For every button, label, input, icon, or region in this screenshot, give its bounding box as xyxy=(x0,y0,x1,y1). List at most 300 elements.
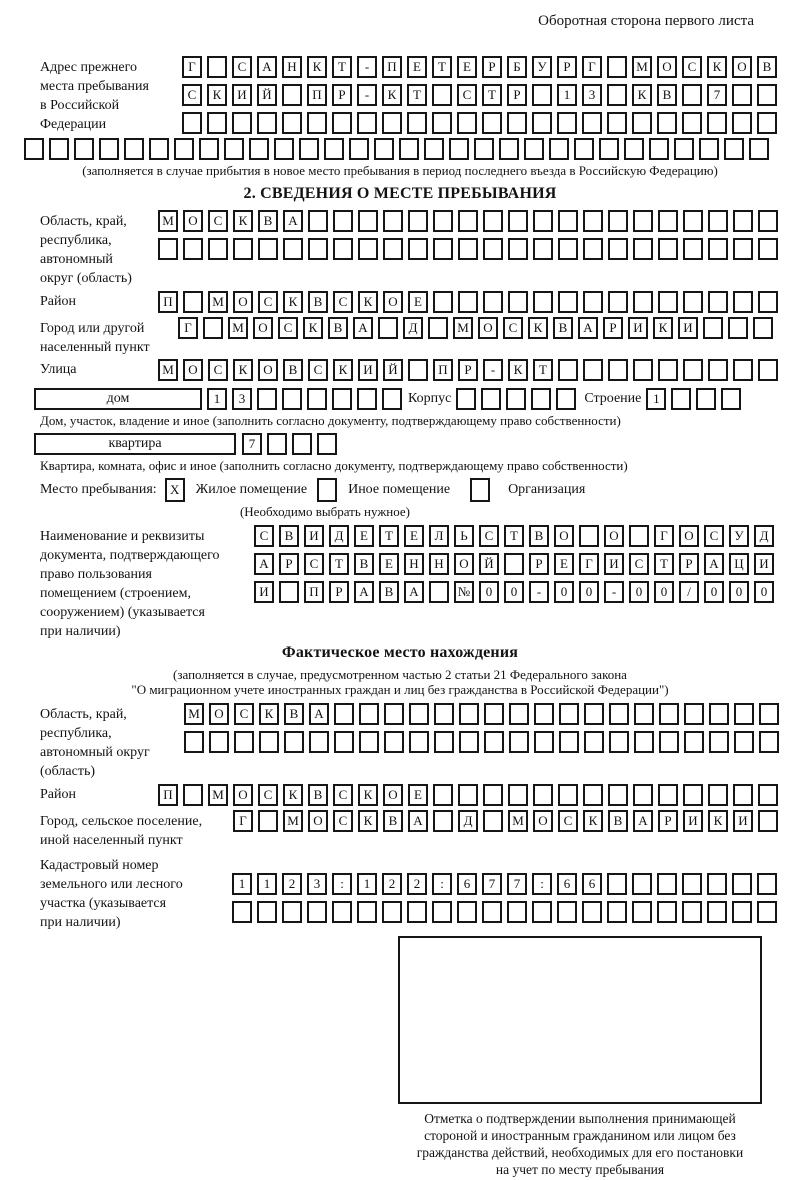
char-cell: Д xyxy=(754,525,774,547)
char-cell: Т xyxy=(432,56,452,78)
char-cell xyxy=(49,138,69,160)
char-cell: И xyxy=(733,810,753,832)
char-cell xyxy=(659,703,679,725)
char-cell: 6 xyxy=(457,873,477,895)
char-cell xyxy=(534,703,554,725)
char-cell xyxy=(696,388,716,410)
prev-address-row-1 xyxy=(182,56,777,78)
char-cell xyxy=(433,238,453,260)
char-cell: К xyxy=(508,359,528,381)
char-cell xyxy=(683,784,703,806)
char-cell: И xyxy=(254,581,274,603)
label-line: право пользования xyxy=(40,567,152,582)
char-cell xyxy=(458,210,478,232)
city-label xyxy=(40,317,178,357)
label-line: стороной и иностранным гражданином или лицом без xyxy=(424,1128,736,1143)
label-line: Наименование и реквизиты xyxy=(40,529,205,544)
char-cell: - xyxy=(604,581,624,603)
char-cell: Т xyxy=(332,56,352,78)
char-cell: И xyxy=(232,84,252,106)
char-cell xyxy=(658,238,678,260)
label-line: в Российской xyxy=(40,98,120,113)
char-cell xyxy=(607,84,627,106)
char-cell xyxy=(708,210,728,232)
char-cell: 1 xyxy=(646,388,666,410)
char-cell: 1 xyxy=(257,873,277,895)
char-cell xyxy=(332,112,352,134)
char-cell: В xyxy=(383,810,403,832)
char-cell: - xyxy=(483,359,503,381)
char-cell xyxy=(671,388,691,410)
char-cell: В xyxy=(279,525,299,547)
char-cell xyxy=(359,703,379,725)
street-field xyxy=(40,359,800,381)
residential-option-label: Жилое помещение xyxy=(195,482,308,497)
prev-address-row-4 xyxy=(24,138,800,160)
char-cell: П xyxy=(433,359,453,381)
char-cell xyxy=(707,873,727,895)
char-cell xyxy=(531,388,551,410)
char-cell: 7 xyxy=(482,873,502,895)
char-cell xyxy=(284,731,304,753)
char-cell xyxy=(649,138,669,160)
label-line: Адрес прежнего xyxy=(40,60,137,75)
label-line: Город или другой xyxy=(40,321,145,336)
char-cell: И xyxy=(604,553,624,575)
char-cell: № xyxy=(454,581,474,603)
char-cell: С xyxy=(254,525,274,547)
char-cell xyxy=(174,138,194,160)
label-line: помещением (строением, xyxy=(40,586,191,601)
label-line: республика, xyxy=(40,726,112,741)
char-cell: О xyxy=(383,291,403,313)
char-cell xyxy=(382,388,402,410)
char-cell xyxy=(633,238,653,260)
char-cell xyxy=(607,112,627,134)
char-cell: О xyxy=(183,359,203,381)
prev-address-rows xyxy=(182,56,777,134)
char-cell: С xyxy=(558,810,578,832)
char-cell xyxy=(482,901,502,923)
char-cell: С xyxy=(258,291,278,313)
char-cell: Г xyxy=(182,56,202,78)
section2-title: 2. СВЕДЕНИЯ О МЕСТЕ ПРЕБЫВАНИЯ xyxy=(243,185,557,202)
char-cell xyxy=(292,433,312,455)
char-cell xyxy=(708,238,728,260)
char-cell: В xyxy=(529,525,549,547)
char-cell: 2 xyxy=(382,873,402,895)
char-cell xyxy=(282,112,302,134)
house-number-cells xyxy=(207,388,402,410)
label-line: сооружением) (указывается xyxy=(40,605,205,620)
char-cell xyxy=(759,703,779,725)
char-cell: П xyxy=(158,291,178,313)
actual-city-row xyxy=(233,810,778,832)
char-cell: Д xyxy=(403,317,423,339)
char-cell xyxy=(184,731,204,753)
char-cell: О xyxy=(732,56,752,78)
char-cell xyxy=(582,112,602,134)
char-cell: В xyxy=(354,553,374,575)
char-cell xyxy=(733,291,753,313)
char-cell: В xyxy=(553,317,573,339)
char-cell xyxy=(758,210,778,232)
label-line: при наличии) xyxy=(40,624,121,639)
char-cell: П xyxy=(304,581,324,603)
char-cell: О xyxy=(183,210,203,232)
char-cell xyxy=(534,731,554,753)
char-cell xyxy=(753,317,773,339)
char-cell xyxy=(203,317,223,339)
char-cell: О xyxy=(604,525,624,547)
char-cell xyxy=(734,731,754,753)
char-cell: Р xyxy=(557,56,577,78)
char-cell xyxy=(533,210,553,232)
char-cell xyxy=(707,901,727,923)
char-cell: Р xyxy=(529,553,549,575)
char-cell xyxy=(457,112,477,134)
char-cell: И xyxy=(754,553,774,575)
char-cell xyxy=(758,784,778,806)
char-cell xyxy=(632,873,652,895)
char-cell xyxy=(484,703,504,725)
char-cell xyxy=(508,238,528,260)
label-line: округ (область) xyxy=(40,271,132,286)
char-cell xyxy=(382,901,402,923)
district-row xyxy=(158,291,778,313)
char-cell xyxy=(124,138,144,160)
char-cell xyxy=(533,238,553,260)
char-cell xyxy=(208,238,228,260)
char-cell: Р xyxy=(603,317,623,339)
backside-note: Оборотная сторона первого листа xyxy=(538,13,754,29)
char-cell xyxy=(308,238,328,260)
char-cell: В xyxy=(284,703,304,725)
char-cell xyxy=(658,359,678,381)
char-cell xyxy=(458,784,478,806)
char-cell xyxy=(332,901,352,923)
char-cell: - xyxy=(357,56,377,78)
char-cell xyxy=(308,210,328,232)
char-cell: М xyxy=(632,56,652,78)
char-cell xyxy=(682,112,702,134)
stroenie-label: Строение xyxy=(584,391,642,406)
char-cell xyxy=(607,56,627,78)
char-cell: В xyxy=(757,56,777,78)
char-cell: 3 xyxy=(582,84,602,106)
korpus-label: Корпус xyxy=(408,391,452,406)
char-cell: : xyxy=(332,873,352,895)
char-cell: А xyxy=(633,810,653,832)
district-label: Район xyxy=(40,294,76,309)
char-cell xyxy=(481,388,501,410)
char-cell: К xyxy=(283,291,303,313)
char-cell xyxy=(507,112,527,134)
char-cell xyxy=(432,84,452,106)
label-line: на учет по месту пребывания xyxy=(495,1162,665,1177)
organization-checkbox xyxy=(470,478,490,502)
char-cell xyxy=(584,731,604,753)
char-cell xyxy=(633,291,653,313)
char-cell xyxy=(333,210,353,232)
char-cell: К xyxy=(707,56,727,78)
char-cell xyxy=(732,901,752,923)
city-row xyxy=(178,317,773,339)
char-cell xyxy=(274,138,294,160)
char-cell: Т xyxy=(379,525,399,547)
char-cell: 0 xyxy=(554,581,574,603)
actual-city-field xyxy=(40,810,800,850)
char-cell: В xyxy=(328,317,348,339)
char-cell xyxy=(682,901,702,923)
char-cell: П xyxy=(307,84,327,106)
char-cell: М xyxy=(158,359,178,381)
char-cell: О xyxy=(478,317,498,339)
char-cell xyxy=(507,901,527,923)
char-cell xyxy=(299,138,319,160)
char-cell: 2 xyxy=(282,873,302,895)
char-cell: К xyxy=(632,84,652,106)
char-cell xyxy=(682,84,702,106)
char-cell: К xyxy=(259,703,279,725)
char-cell: Р xyxy=(482,56,502,78)
char-cell: Т xyxy=(504,525,524,547)
char-cell xyxy=(733,210,753,232)
char-cell xyxy=(733,238,753,260)
char-cell: К xyxy=(358,784,378,806)
char-cell xyxy=(233,238,253,260)
char-cell xyxy=(232,112,252,134)
char-cell: М xyxy=(283,810,303,832)
char-cell: О xyxy=(233,784,253,806)
char-cell xyxy=(683,359,703,381)
char-cell xyxy=(508,291,528,313)
char-cell xyxy=(408,210,428,232)
char-cell xyxy=(508,210,528,232)
char-cell xyxy=(657,901,677,923)
char-cell: К xyxy=(333,359,353,381)
ownership-document-rows xyxy=(254,525,774,603)
label-line: автономный xyxy=(40,252,113,267)
char-cell xyxy=(334,703,354,725)
char-cell: И xyxy=(358,359,378,381)
apartment-caption: Квартира, комната, офис и иное (заполнить согласно документу, подтверждающему право собственности) xyxy=(40,458,628,473)
char-cell: Е xyxy=(457,56,477,78)
confirmation-caption xyxy=(390,1110,770,1178)
char-cell: И xyxy=(628,317,648,339)
label-line: земельного или лесного xyxy=(40,877,183,892)
label-line: иной населенный пункт xyxy=(40,833,183,848)
char-cell: К xyxy=(207,84,227,106)
char-cell xyxy=(607,901,627,923)
char-cell xyxy=(508,784,528,806)
char-cell: Д xyxy=(458,810,478,832)
char-cell: А xyxy=(309,703,329,725)
char-cell: А xyxy=(404,581,424,603)
char-cell xyxy=(758,810,778,832)
char-cell xyxy=(557,112,577,134)
char-cell: С xyxy=(258,784,278,806)
char-cell xyxy=(358,238,378,260)
char-cell xyxy=(317,433,337,455)
char-cell xyxy=(24,138,44,160)
char-cell: А xyxy=(283,210,303,232)
char-cell xyxy=(183,784,203,806)
label-line: места пребывания xyxy=(40,79,149,94)
char-cell: О xyxy=(533,810,553,832)
char-cell xyxy=(432,901,452,923)
actual-district-field xyxy=(40,784,800,806)
street-row xyxy=(158,359,778,381)
char-cell xyxy=(757,84,777,106)
char-cell xyxy=(432,112,452,134)
char-cell: Й xyxy=(383,359,403,381)
cadastral-field xyxy=(40,854,800,932)
char-cell xyxy=(708,291,728,313)
label-line: участка (указывается xyxy=(40,896,167,911)
char-cell: / xyxy=(679,581,699,603)
char-cell xyxy=(658,210,678,232)
char-cell xyxy=(407,112,427,134)
char-cell: А xyxy=(704,553,724,575)
char-cell xyxy=(258,238,278,260)
char-cell xyxy=(99,138,119,160)
char-cell: Р xyxy=(658,810,678,832)
char-cell xyxy=(599,138,619,160)
char-cell xyxy=(499,138,519,160)
label-line: Федерации xyxy=(40,117,107,132)
prev-address-row-2 xyxy=(182,84,777,106)
char-cell: С xyxy=(232,56,252,78)
char-cell: Ь xyxy=(454,525,474,547)
char-cell: Е xyxy=(408,784,428,806)
char-cell xyxy=(483,784,503,806)
char-cell xyxy=(608,210,628,232)
char-cell: С xyxy=(278,317,298,339)
char-cell xyxy=(429,581,449,603)
char-cell: Т xyxy=(482,84,502,106)
char-cell xyxy=(674,138,694,160)
char-cell: С xyxy=(333,810,353,832)
actual-region-field xyxy=(40,703,800,781)
char-cell: Р xyxy=(279,553,299,575)
char-cell: О xyxy=(209,703,229,725)
char-cell xyxy=(633,359,653,381)
char-cell xyxy=(574,138,594,160)
char-cell: Т xyxy=(407,84,427,106)
prev-address-row-3 xyxy=(182,112,777,134)
char-cell xyxy=(633,784,653,806)
char-cell: С xyxy=(457,84,477,106)
char-cell xyxy=(224,138,244,160)
char-cell xyxy=(458,238,478,260)
char-cell: М xyxy=(208,784,228,806)
char-cell: 7 xyxy=(242,433,262,455)
stay-type-row xyxy=(40,478,800,502)
char-cell: С xyxy=(333,291,353,313)
char-cell xyxy=(282,84,302,106)
char-cell xyxy=(357,388,377,410)
apartment-number-cells xyxy=(242,433,337,455)
char-cell: А xyxy=(353,317,373,339)
char-cell xyxy=(399,138,419,160)
char-cell xyxy=(383,238,403,260)
char-cell xyxy=(374,138,394,160)
char-cell: У xyxy=(729,525,749,547)
char-cell xyxy=(307,901,327,923)
char-cell: Г xyxy=(233,810,253,832)
char-cell: К xyxy=(358,810,378,832)
char-cell xyxy=(709,703,729,725)
char-cell: В xyxy=(283,359,303,381)
char-cell xyxy=(657,873,677,895)
char-cell xyxy=(732,112,752,134)
label-line: населенный пункт xyxy=(40,340,150,355)
char-cell: К xyxy=(528,317,548,339)
char-cell: К xyxy=(303,317,323,339)
char-cell xyxy=(207,56,227,78)
char-cell xyxy=(424,138,444,160)
char-cell xyxy=(659,731,679,753)
label-line: гражданства действий, необходимых для его постановки xyxy=(416,1145,744,1160)
char-cell: 0 xyxy=(504,581,524,603)
char-cell: - xyxy=(529,581,549,603)
char-cell xyxy=(708,784,728,806)
char-cell: М xyxy=(453,317,473,339)
region-rows xyxy=(158,210,778,260)
char-cell: Р xyxy=(332,84,352,106)
char-cell xyxy=(732,84,752,106)
char-cell: Т xyxy=(533,359,553,381)
char-cell: Т xyxy=(654,553,674,575)
char-cell xyxy=(504,553,524,575)
char-cell: С xyxy=(208,210,228,232)
char-cell: С xyxy=(208,359,228,381)
actual-location-note-2: "О миграционном учете иностранных граждан и лиц без гражданства в Российской Федерации") xyxy=(131,682,669,697)
char-cell: О xyxy=(554,525,574,547)
char-cell xyxy=(609,731,629,753)
char-cell xyxy=(183,291,203,313)
char-cell xyxy=(484,731,504,753)
char-cell: О xyxy=(383,784,403,806)
char-cell: К xyxy=(307,56,327,78)
char-cell: Р xyxy=(329,581,349,603)
char-cell xyxy=(758,359,778,381)
char-cell: О xyxy=(679,525,699,547)
house-type-box: дом xyxy=(34,388,202,410)
char-cell xyxy=(733,359,753,381)
char-cell xyxy=(232,901,252,923)
char-cell: 3 xyxy=(307,873,327,895)
char-cell: М xyxy=(158,210,178,232)
prev-address-note: (заполняется в случае прибытия в новое место пребывания в период последнего въезда в Российскую Федерацию) xyxy=(82,163,718,178)
char-cell: 1 xyxy=(557,84,577,106)
char-cell xyxy=(724,138,744,160)
organization-option-label: Организация xyxy=(508,482,586,497)
char-cell xyxy=(634,731,654,753)
char-cell xyxy=(533,784,553,806)
char-cell: : xyxy=(432,873,452,895)
char-cell xyxy=(607,873,627,895)
char-cell xyxy=(182,112,202,134)
region-label xyxy=(40,210,158,288)
char-cell xyxy=(684,703,704,725)
char-cell xyxy=(257,388,277,410)
char-cell: Е xyxy=(407,56,427,78)
char-cell xyxy=(533,291,553,313)
char-cell xyxy=(282,901,302,923)
char-cell xyxy=(483,238,503,260)
